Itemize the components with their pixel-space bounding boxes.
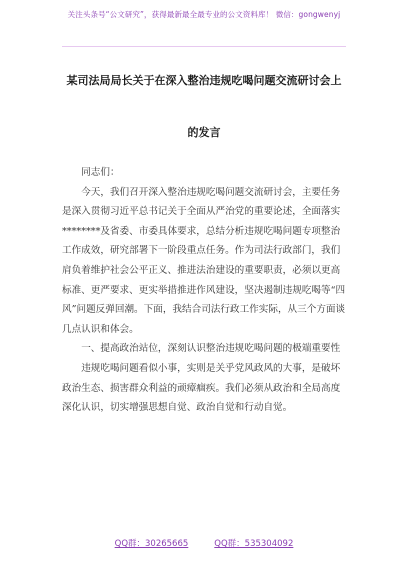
footer-qq-group-1: QQ群：30265665: [114, 539, 189, 549]
paragraph-section-1: 违规吃喝问题看似小事，实则是关乎党风政风的大事，是破坏政治生态、损害群众利益的顽瘴痼疾。我们必须从政治和全局高度深化认识，切实增强思想自觉、政治自觉和行动自觉。: [62, 362, 341, 414]
header-divider: [62, 46, 346, 47]
document-body: [62, 163, 346, 418]
document-title-line-1: 某司法局局长关于在深入整治违规吃喝问题交流研讨会上: [66, 74, 342, 87]
header-banner: 关注头条号“公文研究”，获得最新最全最专业的公文资料库！ 微信：gongwenyj: [67, 10, 341, 19]
document-title-line-2: 的发言: [187, 126, 221, 139]
paragraph-intro: 今天，我们召开深入整治违规吃喝问题交流研讨会，主要任务是深入贯彻习近平总书记关于全面从严治党的重要论述，全面落实********及省委、市委具体要求，总结分析违规吃喝问题专项整治工作成效，研究部署下一阶段重点任务。作为司法行政部门，我们肩负着维护社会公平正义、推进法治建设的重要职责，必须以更高标准、更严要求、更实举措推进作风建设，坚决遏制违规吃喝等“四风”问题反弹回潮。下面，我结合司法行政工作实际，从三个方面谈几点认识和体会。: [62, 186, 346, 335]
footer: [0, 537, 408, 549]
footer-qq-group-2: QQ群：535304092: [214, 539, 294, 549]
section-heading-1: 一、提高政治站位，深刻认识整治违规吃喝问题的极端重要性: [81, 343, 341, 355]
salutation: 同志们：: [81, 167, 120, 178]
